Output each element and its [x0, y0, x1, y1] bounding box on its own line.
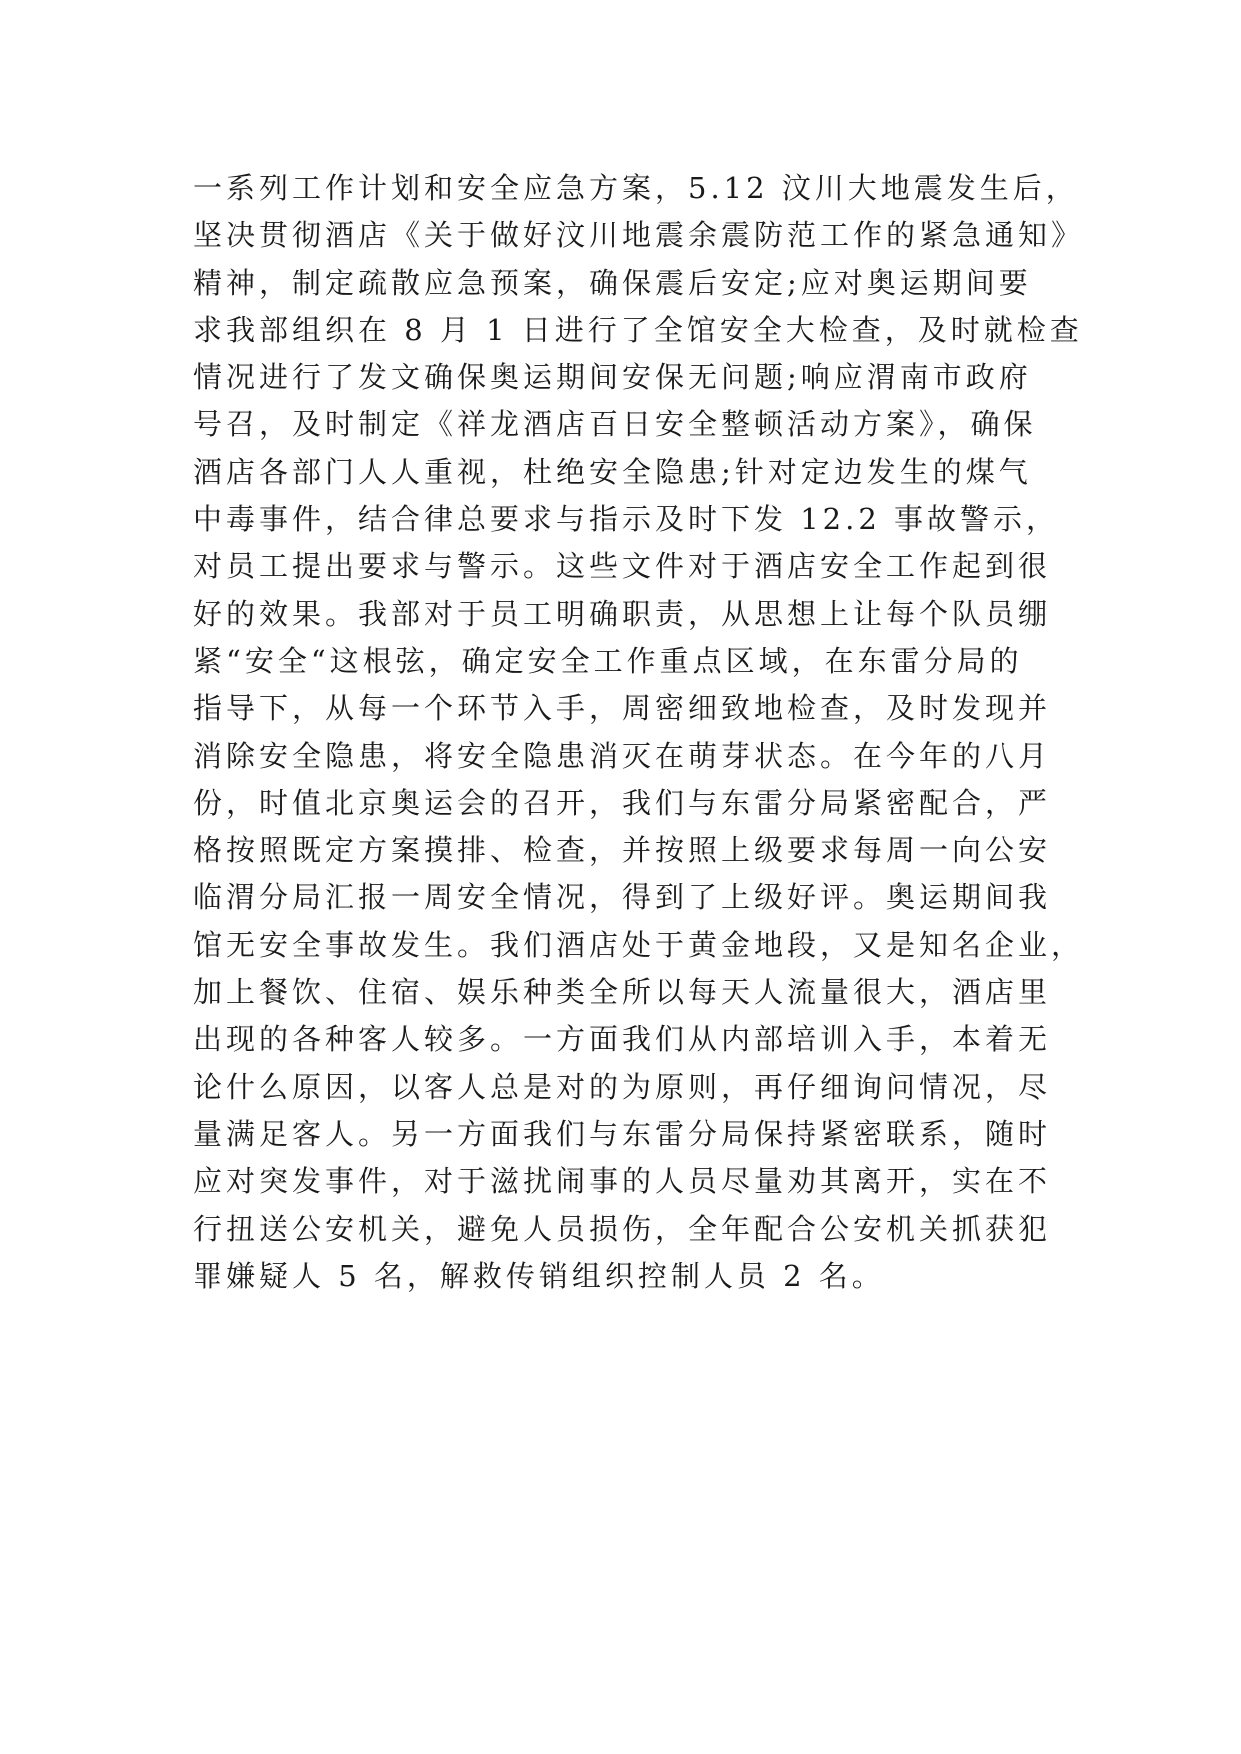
- text-line: 坚决贯彻酒店《关于做好汶川地震余震防范工作的紧急通知》: [193, 218, 1085, 253]
- text-line: 格按照既定方案摸排、检查，并按照上级要求每周一向公安: [193, 833, 1052, 868]
- text-line: 罪嫌疑人 5 名，解救传销组织控制人员 2 名。: [193, 1258, 885, 1293]
- text-line: 出现的各种客人较多。一方面我们从内部培训入手，本着无: [193, 1022, 1052, 1057]
- text-line: 精神，制定疏散应急预案，确保震后安定;应对奥运期间要: [193, 265, 1032, 300]
- text-line: 应对突发事件，对于滋扰闹事的人员尽量劝其离开，实在不: [193, 1164, 1052, 1199]
- text-line: 中毒事件，结合律总要求与指示及时下发 12.2 事故警示，: [193, 502, 1060, 537]
- text-line: 消除安全隐患，将安全隐患消灭在萌芽状态。在今年的八月: [193, 738, 1052, 773]
- text-line: 求我部组织在 8 月 1 日进行了全馆安全大检查，及时就检查: [193, 312, 1083, 347]
- text-line: 加上餐饮、住宿、娱乐种类全所以每天人流量很大，酒店里: [193, 975, 1052, 1010]
- text-line: 紧“安全“这根弦，确定安全工作重点区域，在东雷分局的: [193, 643, 1023, 678]
- text-line: 论什么原因，以客人总是对的为原则，再仔细询问情况，尽: [193, 1069, 1052, 1104]
- text-line: 临渭分局汇报一周安全情况，得到了上级好评。奥运期间我: [193, 880, 1052, 915]
- text-line: 好的效果。我部对于员工明确职责，从思想上让每个队员绷: [193, 596, 1052, 631]
- text-line: 指导下，从每一个环节入手，周密细致地检查，及时发现并: [193, 691, 1052, 726]
- text-line: 一系列工作计划和安全应急方案，5.12 汶川大地震发生后，: [193, 171, 1079, 205]
- text-line: 对员工提出要求与警示。这些文件对于酒店安全工作起到很: [193, 549, 1052, 584]
- text-line: 情况进行了发文确保奥运期间安保无问题;响应渭南市政府: [193, 360, 1032, 395]
- body-paragraph: [193, 165, 1093, 1300]
- text-line: 号召，及时制定《祥龙酒店百日安全整顿活动方案》，确保: [193, 407, 1037, 442]
- text-line: 份，时值北京奥运会的召开，我们与东雷分局紧密配合，严: [193, 785, 1052, 820]
- text-line: 馆无安全事故发生。我们酒店处于黄金地段，又是知名企业，: [193, 927, 1085, 962]
- text-line: 行扭送公安机关，避免人员损伤，全年配合公安机关抓获犯: [193, 1211, 1052, 1246]
- text-line: 量满足客人。另一方面我们与东雷分局保持紧密联系，随时: [193, 1116, 1052, 1151]
- text-line: 酒店各部门人人重视，杜绝安全隐患;针对定边发生的煤气: [193, 454, 1032, 489]
